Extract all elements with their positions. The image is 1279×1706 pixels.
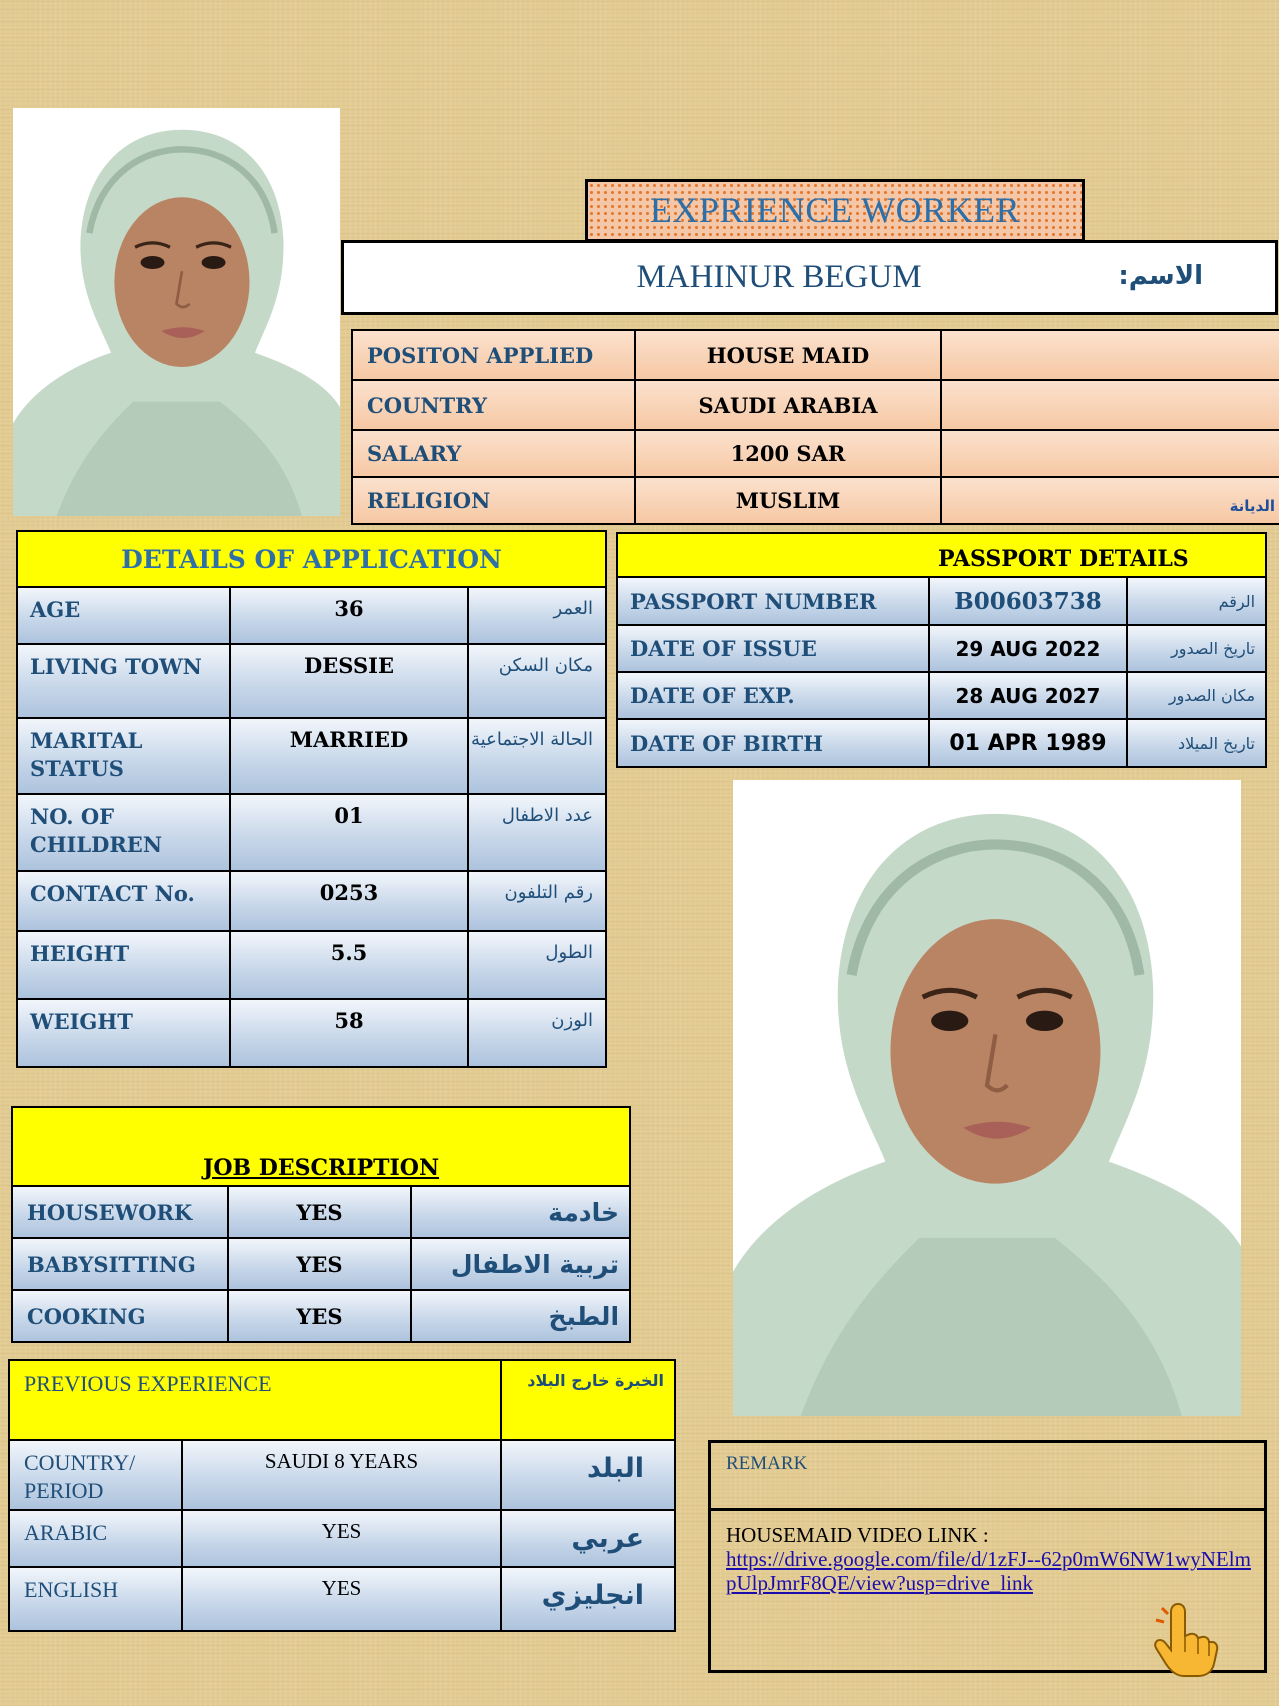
issue-date-arabic: تاريخ الصدور [1127,625,1266,672]
table-row [9,1510,675,1567]
marital-status-arabic: الحالة الاجتماعية [468,718,606,794]
marital-status-label: MARITAL STATUS [17,718,230,794]
table-row [352,477,1279,524]
video-link-label: HOUSEMAID VIDEO LINK : [726,1523,989,1547]
worker-photo-small [13,108,340,516]
table-row [17,871,606,931]
english-arabic: انجليزي [501,1567,675,1631]
country-period-arabic: البلد [501,1440,675,1510]
table-row [17,587,606,644]
birth-date-value: 01 APR 1989 [929,719,1127,767]
table-row [17,999,606,1067]
passport-number-value: B00603738 [929,577,1127,625]
housework-arabic: خادمة [411,1186,630,1238]
table-row [617,625,1266,672]
birth-date-label: DATE OF BIRTH [617,719,929,767]
table-row [17,718,606,794]
job-title: JOB DESCRIPTION [12,1107,630,1186]
religion-label: RELIGION [352,477,635,524]
english-value: YES [182,1567,501,1631]
table-header-row [9,1360,675,1440]
cooking-value: YES [228,1290,411,1342]
children-label: NO. OF CHILDREN [17,794,230,871]
country-arabic [941,380,1279,430]
babysitting-value: YES [228,1238,411,1290]
english-label: ENGLISH [9,1567,182,1631]
table-row [352,430,1279,477]
table-row [12,1238,630,1290]
country-value: SAUDI ARABIA [635,380,941,430]
living-town-arabic: مكان السكن [468,644,606,718]
job-table [11,1106,631,1343]
issue-date-value: 29 AUG 2022 [929,625,1127,672]
height-value: 5.5 [230,931,468,999]
babysitting-label: BABYSITTING [12,1238,228,1290]
table-row [17,644,606,718]
expiry-date-label: DATE OF EXP. [617,672,929,719]
table-row [17,794,606,871]
remark-title-row [710,1442,1266,1510]
height-arabic: الطول [468,931,606,999]
age-label: AGE [17,587,230,644]
table-row [617,719,1266,767]
position-arabic [941,330,1279,380]
table-row [9,1567,675,1631]
name-box [341,240,1278,315]
living-town-label: LIVING TOWN [17,644,230,718]
religion-arabic: الديانة [941,477,1279,524]
marital-status-value: MARRIED [230,718,468,794]
contact-label: CONTACT No. [17,871,230,931]
expiry-date-value: 28 AUG 2027 [929,672,1127,719]
table-row [12,1186,630,1238]
arabic-value: YES [182,1510,501,1567]
table-row [17,931,606,999]
worker-photo-large [733,780,1241,1416]
table-row [617,577,1266,625]
weight-label: WEIGHT [17,999,230,1067]
babysitting-arabic: تربية الاطفال [411,1238,630,1290]
salary-label: SALARY [352,430,635,477]
children-value: 01 [230,794,468,871]
application-title: DETAILS OF APPLICATION [17,531,606,587]
passport-table [616,532,1267,768]
worker-name: MAHINUR BEGUM [636,259,922,295]
table-header-row [12,1107,630,1186]
arabic-arabic: عربي [501,1510,675,1567]
table-row [12,1290,630,1342]
table-header-row [617,533,1266,577]
housework-value: YES [228,1186,411,1238]
experience-title-arabic: الخبرة خارج البلاد [501,1360,675,1440]
issue-date-label: DATE OF ISSUE [617,625,929,672]
remark-title: REMARK [710,1442,1266,1510]
arabic-label: ARABIC [9,1510,182,1567]
contact-value: 0253 [230,871,468,931]
country-label: COUNTRY [352,380,635,430]
children-arabic: عدد الاطفال [468,794,606,871]
name-label-arabic: الاسم: [1118,261,1203,291]
country-period-value: SAUDI 8 YEARS [182,1440,501,1510]
age-value: 36 [230,587,468,644]
hand-pointer-icon [1150,1600,1220,1678]
contact-arabic: رقم التلفون [468,871,606,931]
table-header-row [17,531,606,587]
table-row [352,330,1279,380]
position-label: POSITON APPLIED [352,330,635,380]
experience-table [8,1359,676,1632]
experience-banner: EXPRIENCE WORKER [585,179,1085,242]
birth-date-arabic: تاريخ الميلاد [1127,719,1266,767]
cooking-label: COOKING [12,1290,228,1342]
position-table [351,329,1279,525]
weight-value: 58 [230,999,468,1067]
religion-value: MUSLIM [635,477,941,524]
cooking-arabic: الطبخ [411,1290,630,1342]
age-arabic: العمر [468,587,606,644]
experience-title: PREVIOUS EXPERIENCE [9,1360,501,1440]
salary-value: 1200 SAR [635,430,941,477]
video-link[interactable]: https://drive.google.com/file/d/1zFJ--62p0mW6NW1wyNElmpUlpJmrF8QE/view?usp=drive_link [726,1547,1251,1595]
passport-number-arabic: الرقم [1127,577,1266,625]
position-value: HOUSE MAID [635,330,941,380]
table-row [352,380,1279,430]
table-row [617,672,1266,719]
country-period-label: COUNTRY/ PERIOD [9,1440,182,1510]
expiry-date-arabic: مكان الصدور [1127,672,1266,719]
weight-arabic: الوزن [468,999,606,1067]
table-row [9,1440,675,1510]
living-town-value: DESSIE [230,644,468,718]
application-table [16,530,607,1068]
passport-number-label: PASSPORT NUMBER [617,577,929,625]
housework-label: HOUSEWORK [12,1186,228,1238]
height-label: HEIGHT [17,931,230,999]
salary-arabic [941,430,1279,477]
passport-title: PASSPORT DETAILS [617,533,1266,577]
